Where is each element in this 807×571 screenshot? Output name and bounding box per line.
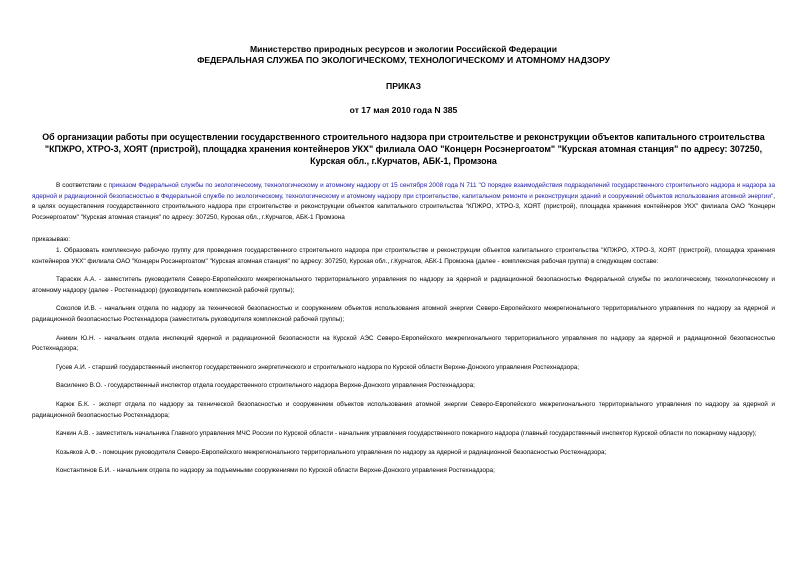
- document-type: ПРИКАЗ: [386, 81, 421, 91]
- member-item: Соколов И.В. - начальник отдела по надзору за технической безопасностью и сооружением объектов использования атомной энергии Северо-Европейского межрегионального территориального управления по надзору за ядерной и радиационной безопасностью Ростехнадзора (заместитель руководителя комплексной рабочей группы);: [32, 305, 775, 323]
- intro-rest: , в целях осуществления государственного строительного надзора при строительстве и реконструкции объектов капитального строительства "КПЖРО, ХТРО-3, ХОЯТ (пристрой), площадка хранения контейнеров УКХ" филиала ОАО "Концерн Росэнергоатом" "Курская атомная станция" по адресу: 307250, Курская обл., г.Курчатов, АБК-1 Промзона: [32, 192, 775, 221]
- document-date-number: от 17 мая 2010 года N 385: [349, 105, 458, 115]
- item-1: 1. Образовать комплексную рабочую группу для проведения государственного строительного надзора при строительстве и реконструкции объектов капитального строительства "КПЖРО, ХТРО-3, ХОЯТ (пристрой), площадка хранения контейнеров УКХ" филиала ОАО "Концерн Росэнергоатом" "Курская атомная станция" по адресу: 307250, Курская обл., г.Курчатов, АБК-1 Промзона (далее - комплексная рабочая группа) в следующем составе:: [32, 246, 775, 265]
- member-item: Тарасюк А.А. - заместитель руководителя Северо-Европейского межрегионального территориального управления по надзору за ядерной и радиационной безопасностью Федеральной службы по экологическому, технологическому и атомному надзору (далее - Ростехнадзор) (руководитель комплексной рабочей группы);: [32, 276, 775, 294]
- member-item: Качкин А.В. - заместитель начальника Главного управления МЧС России по Курской области - начальник управления государственного пожарного надзора (главный государственный инспектор Курской области по пожарному надзору);: [56, 430, 757, 438]
- intro-paragraph: [32, 181, 775, 223]
- member-item: Гусев А.И. - старший государственный инспектор государственного энергетического и строительного надзора по Курской области Верхне-Донского управления Ростехнадзора;: [56, 363, 580, 371]
- members-list: [32, 275, 775, 477]
- member-item: Козьяков А.Ф. - помощник руководителя Северо-Европейского межрегионального территориального управления по надзору за ядерной и радиационной безопасностью Ростехнадзора;: [56, 448, 607, 456]
- order-711-link[interactable]: приказом Федеральной службы по экологическому, технологическому и атомному надзору от 15 сентября 2008 года N 711 "О порядке взаимодействия подразделений государственного строительного надзора и надзора за ядерной и радиационной безопасностью в Федеральной службе по экологическому, технологическому и атомному надзору при строительстве, капитальном ремонте и реконструкции зданий и сооружений объектов использования атомной энергии": [32, 182, 776, 200]
- member-item: Василенко В.О. - государственный инспектор отдела государственного строительного надзора Верхне-Донского управления Ростехнадзора;: [56, 382, 475, 390]
- intro-lead: В соответствии с: [56, 182, 109, 189]
- member-item: Аникин Ю.Н. - начальник отдела инспекций ядерной и радиационной безопасности на Курской АЭС Северо-Европейского межрегионального территориального управления по надзору за ядерной и радиационной безопасностью Ростехнадзора;: [32, 334, 775, 353]
- order-word: приказываю:: [32, 236, 70, 244]
- service-name: ФЕДЕРАЛЬНАЯ СЛУЖБА ПО ЭКОЛОГИЧЕСКОМУ, ТЕХНОЛОГИЧЕСКОМУ И АТОМНОМУ НАДЗОРУ: [197, 55, 610, 65]
- member-item: Карюк Б.К. - эксперт отдела по надзору за технической безопасностью и сооружением объектов использования атомной энергии Северо-Европейского межрегионального территориального управления по надзору за ядерной и радиационной безопасностью Ростехнадзора;: [32, 400, 775, 419]
- member-item: Константинов Б.И. - начальник отдела по надзору за подъемными сооружениями по Курской области Верхне-Донского управления Ростехнадзора;: [56, 467, 495, 475]
- document-subject: Об организации работы при осуществлении государственного строительного надзора при строительстве и реконструкции объектов капитального строительства "КПЖРО, ХТРО-3, ХОЯТ (пристрой), площадка хранения контейнеров УКХ" филиала ОАО "Концерн Росэнергоатом" "Курская атомная станция" по адресу: 307250, Курская обл., г.Курчатов, АБК-1, Промзона: [42, 132, 765, 166]
- ministry-name: Министерство природных ресурсов и экологии Российской Федерации: [250, 44, 557, 54]
